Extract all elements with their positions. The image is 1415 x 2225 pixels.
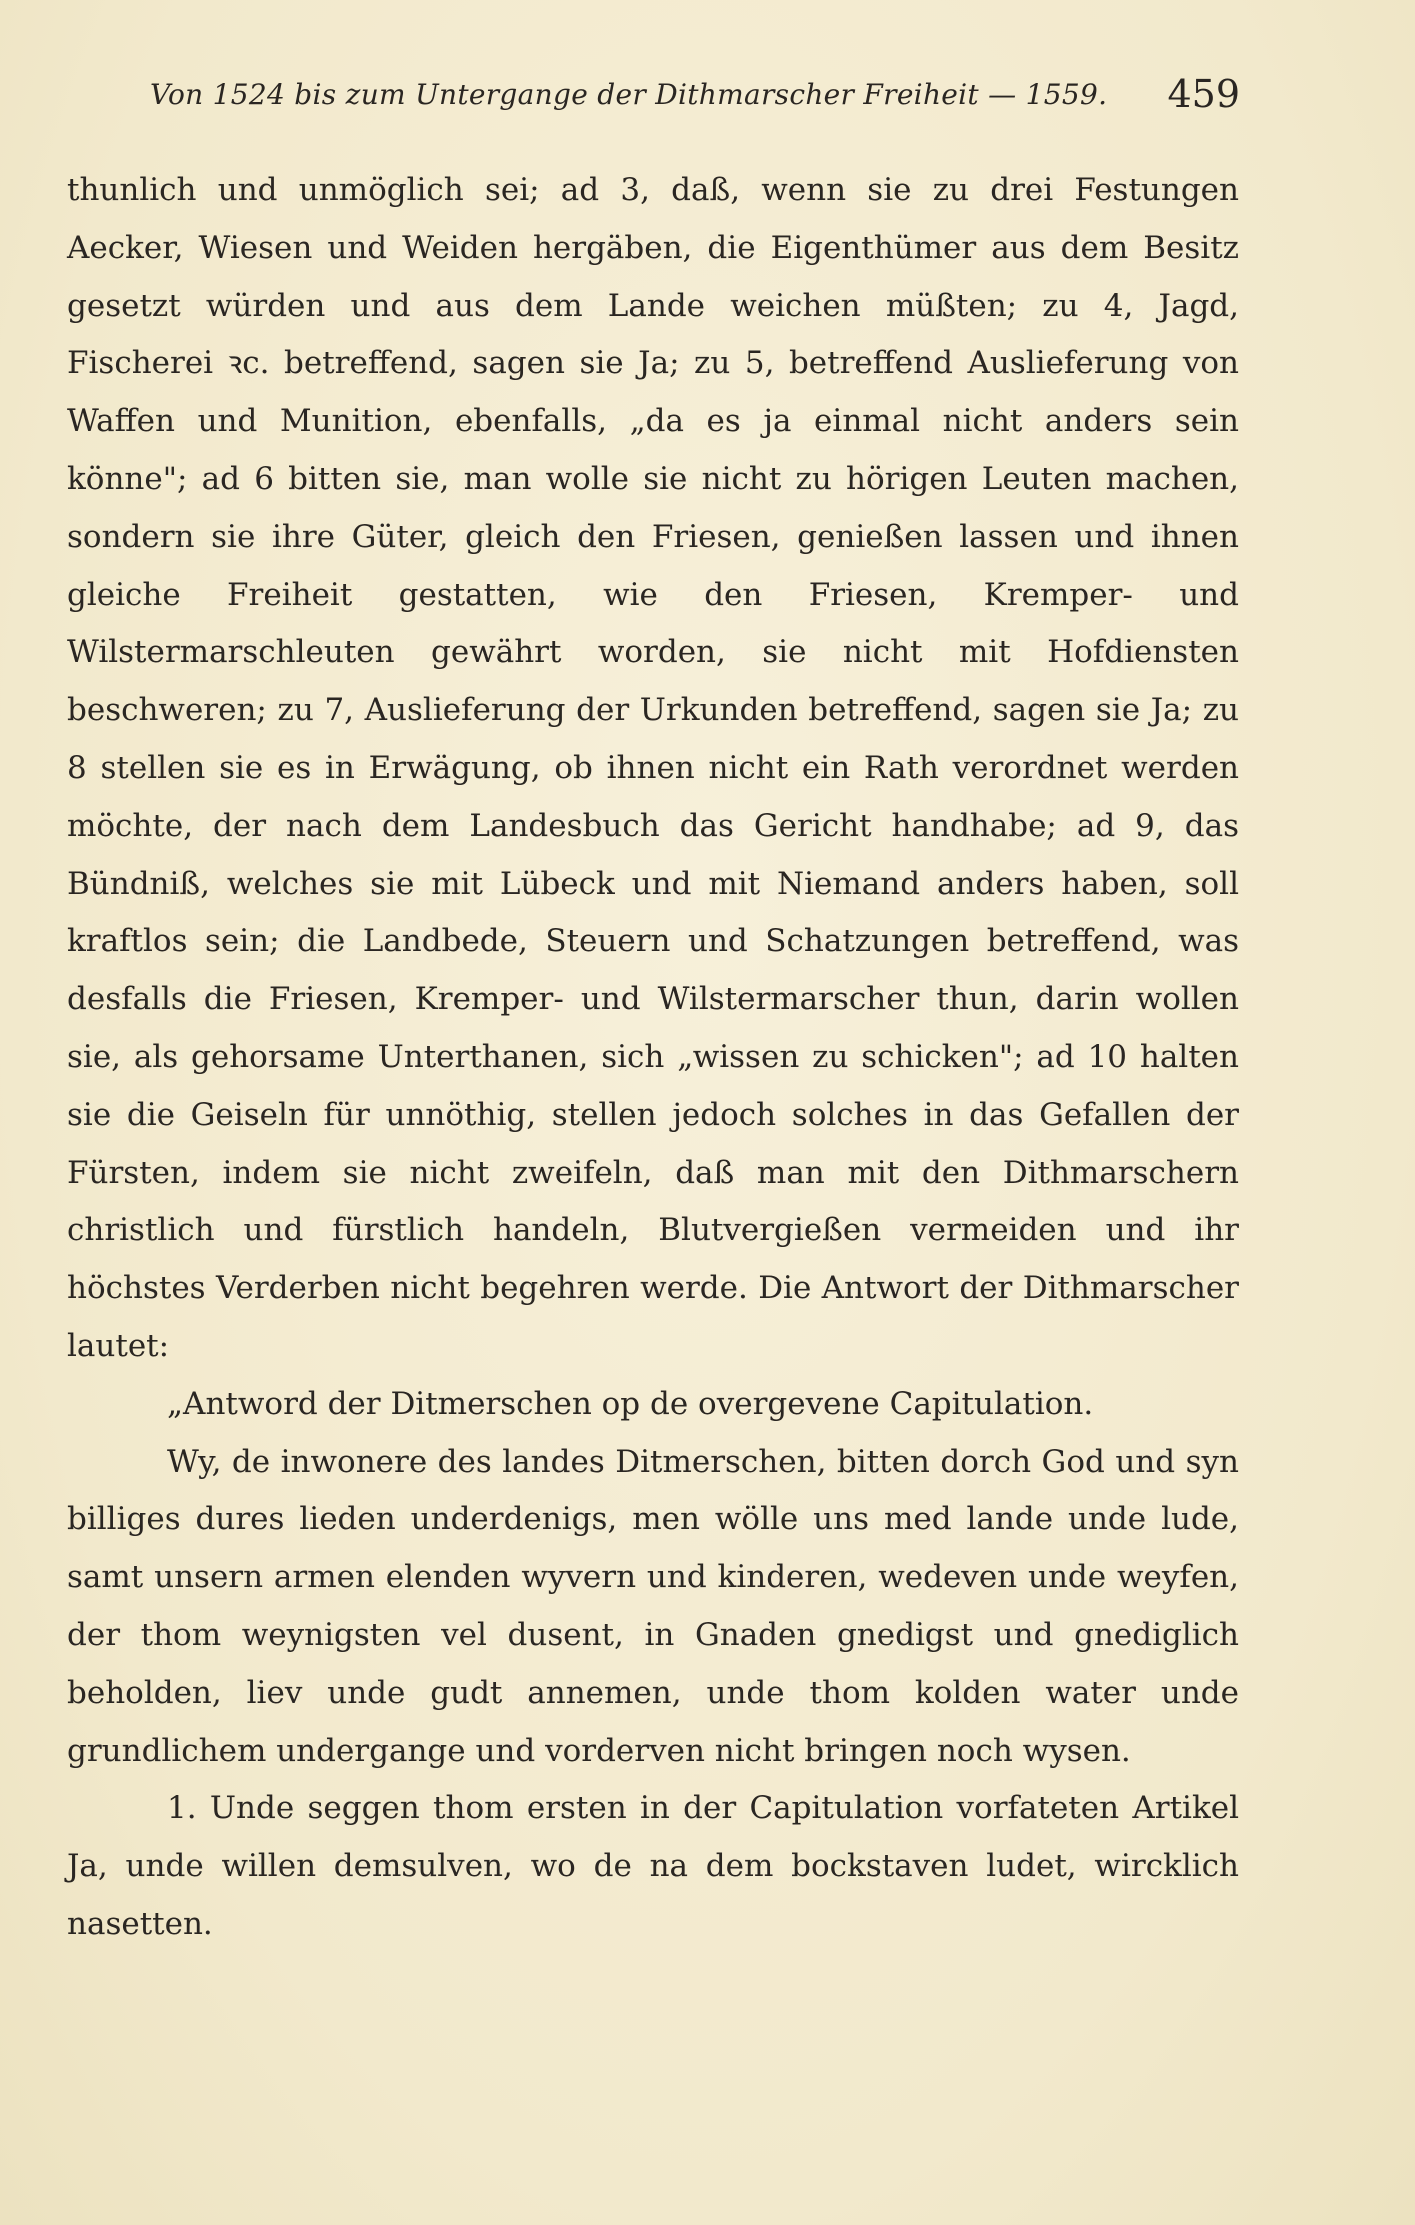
paragraph-answer-preamble: Wy, de inwonere des landes Ditmerschen, bitten dorch God und syn billiges dures lieden underdenigs, men wölle uns med lande unde lude, samt unsern armen elenden wyvern und kinderen, wedeven unde weyfen, der thom weynigsten vel dusent, in Gnaden gnedigst und gnediglich beholden, liev unde gudt annemen, unde thom kolden water unde grundlichem undergange und vorderven nicht bringen noch wysen. [67, 1443, 1239, 1769]
body-text [67, 162, 1239, 1954]
running-head [150, 72, 1240, 128]
paragraph-capitulation-terms: thunlich und unmöglich sei; ad 3, daß, wenn sie zu drei Festungen Aecker, Wiesen und Weiden hergäben, die Eigenthümer aus dem Besitz gesetzt würden und aus dem Lande weichen müßten; zu 4, Jagd, Fischerei ꝛc. betreffend, sagen sie Ja; zu 5, betreffend Auslieferung von Waffen und Munition, ebenfalls, „da es ja einmal nicht anders sein könne"; ad 6 bitten sie, man wolle sie nicht zu hörigen Leuten machen, sondern sie ihre Güter, gleich den Friesen, genießen lassen und ihnen gleiche Freiheit gestatten, wie den Friesen, Kremper- und Wilstermarschleuten gewährt worden, sie nicht mit Hofdiensten beschweren; zu 7, Auslieferung der Urkunden betreffend, sagen sie Ja; zu 8 stellen sie es in Erwägung, ob ihnen nicht ein Rath verordnet werden möchte, der nach dem Landesbuch das Gericht handhabe; ad 9, das Bündniß, welches sie mit Lübeck und mit Niemand anders haben, soll kraftlos sein; die Landbede, Steuern und Schatzungen betreffend, was desfalls die Friesen, Kremper- und Wilstermarscher thun, darin wollen sie, als gehorsame Unterthanen, sich „wissen zu schicken"; ad 10 halten sie die Geiseln für unnöthig, stellen jedoch solches in das Gefallen der Fürsten, indem sie nicht zweifeln, daß man mit den Dithmarschern christlich und fürstlich handeln, Blutvergießen vermeiden und ihr höchstes Verderben nicht begehren werde. Die Antwort der Dithmarscher lautet: [67, 172, 1239, 1364]
paragraph-answer-article-1: 1. Unde seggen thom ersten in der Capitulation vorfateten Artikel Ja, unde willen demsulven, wo de na dem bockstaven ludet, wircklich nasetten. [67, 1790, 1239, 1942]
running-title: Von 1524 bis zum Untergange der Dithmarscher Freiheit — 1559. [150, 78, 1108, 111]
page-number: 459 [1167, 72, 1240, 116]
paragraph-answer-heading: „Antword der Ditmerschen op de overgevene Capitulation. [167, 1385, 1094, 1422]
